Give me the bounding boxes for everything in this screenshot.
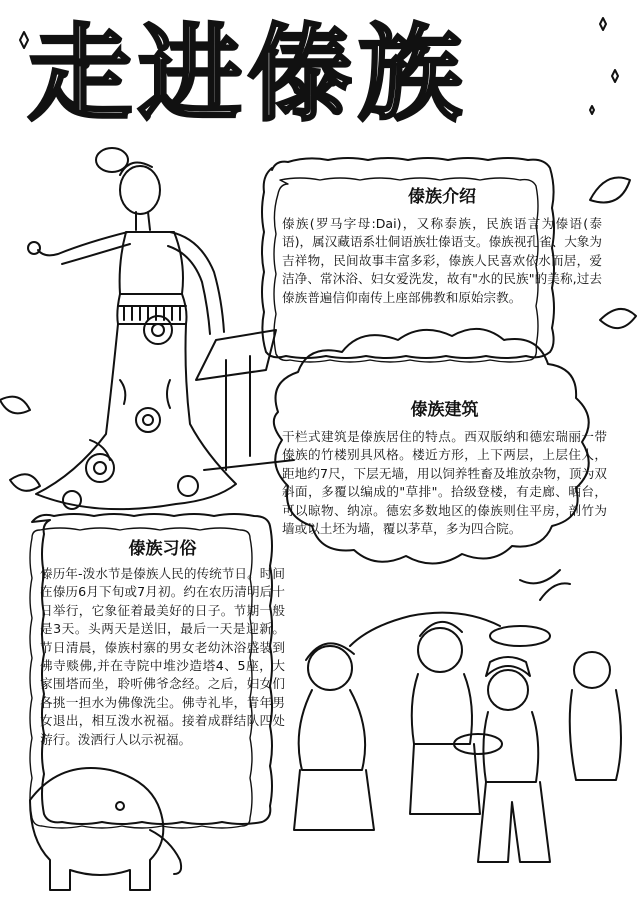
customs-text: 傣历年-泼水节是傣族人民的传统节日。时间在傣历6月下旬或7月初。约在农历清明后十日举行，它象征着最美好的日子。节期一般是3天。头两天是送旧，最后一天是迎新。节日清晨，傣族村寨的男女老幼沐浴盛装到佛寺赕佛,并在寺院中堆沙造塔4、5座，大家围塔而坐，聆听佛爷念经。之后，妇女们各挑一担水为佛像洗尘。佛寺礼毕，青年男女退出，相互泼水祝福。接着成群结队四处游行。泼洒行人以示祝福。 [40, 566, 285, 747]
house-text: 干栏式建筑是傣族居住的特点。西双版纳和德宏瑞丽一带傣族的竹楼别具风格。楼近方形，上下两层，上层住人，距地约7尺，下层无墙，用以饲养牲畜及堆放杂物，顶为双斜面，多覆以编成的"草排"。拾级登楼，有走廊、晒台，可以晾物、纳凉。德宏多数地区的傣族则住平房，剖竹为墙或以土坯为墙，覆以茅草，多为四合院。 [282, 429, 607, 537]
people-splashing-water [294, 570, 621, 862]
customs-heading: 傣族习俗 [128, 539, 197, 559]
intro-section [282, 172, 602, 332]
intro-heading: 傣族介绍 [408, 187, 476, 207]
roof-structure [196, 330, 294, 470]
dancer-figure [28, 148, 236, 509]
page-title: 走进傣族 [28, 13, 469, 135]
house-heading: 傣族建筑 [410, 400, 479, 420]
customs-section [40, 534, 285, 834]
intro-text: 傣族(罗马字母:Dai)，又称泰族，民族语言为傣语(泰语)，属汉藏语系壮侗语族壮傣语支。傣族视孔雀、大象为吉祥物，民间故事丰富多彩，傣族人民喜欢依水而居，爱洁净、常沐浴、妇女爱洗发，故有"水的民族"的美称,过去傣族普遍信仰南传上座部佛教和原始宗教。 [282, 216, 602, 305]
house-section [282, 395, 607, 585]
